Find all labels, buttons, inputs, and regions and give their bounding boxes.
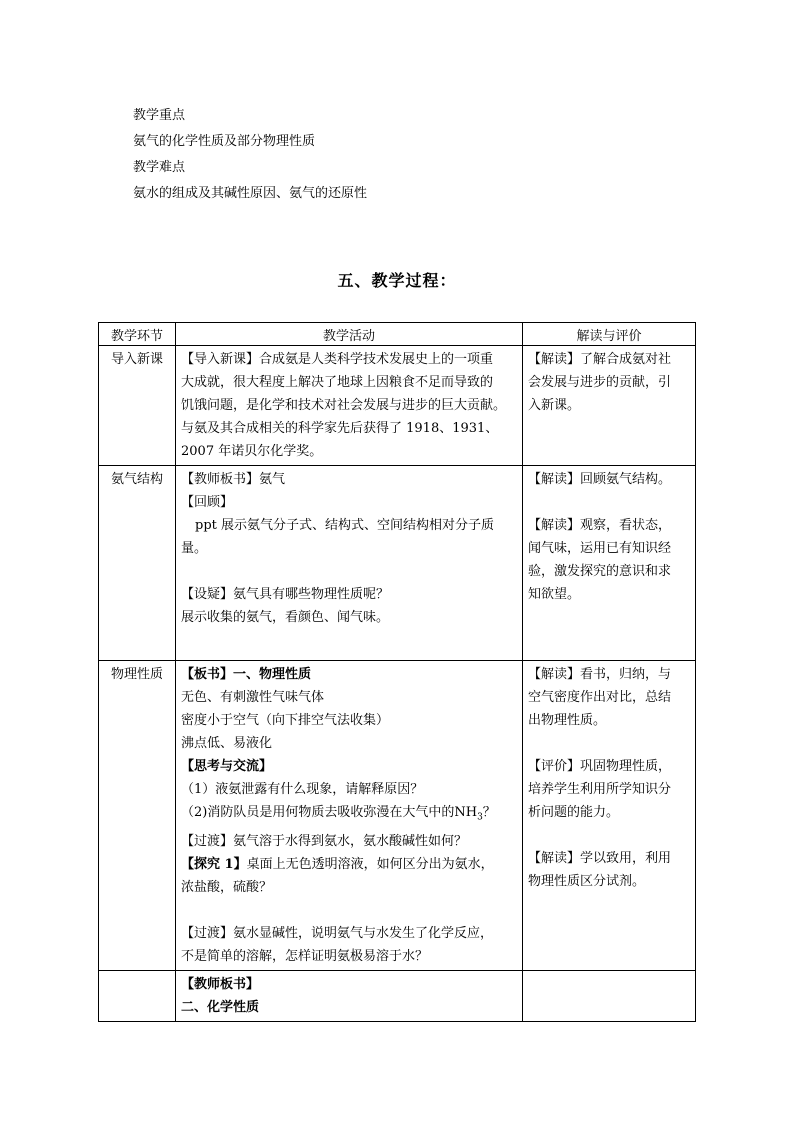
stage-cell: 导入新课 [99,346,176,466]
spacer [181,899,517,922]
explore-label: 【探究 1】 [181,856,247,872]
difficulty-text: 氨水的组成及其碱性原因、氨气的还原性 [133,186,368,201]
activity-cell [176,346,523,466]
comment-line: 【解读】了解合成氨对社 [528,352,672,367]
comment-line: 会发展与进步的贡献，引 [528,375,672,390]
board-line: 【教师板书】 [181,976,260,992]
comment-line: 出物理性质。 [528,713,607,728]
board-line: 【板书】一、物理性质 [181,667,312,682]
comment-line: 知欲望。 [528,587,581,602]
explore-line [181,853,517,876]
review-text: ppt 展示氨气分子式、结构式、空间结构相对分子质 [195,518,495,533]
property-line: 沸点低、易液化 [181,736,273,751]
header-stage: 教学环节 [99,323,176,346]
stage-cell [99,970,176,1021]
explore-text: 桌面上无色透明溶液，如何区分出为氨水， [246,856,494,872]
comment-line: 闻气味，运用已有知识经 [528,541,672,556]
spacer [528,491,690,514]
board-line: 【教师板书】氨气 [181,472,286,487]
comment-line: 析问题的能力。 [528,805,620,820]
comment-line: 空气密度作出对比，总结 [528,690,672,705]
comment-cell [523,466,696,661]
comment-line: 【解读】观察，看状态， [528,518,672,533]
comment-line: 【解读】看书，归纳，与 [528,667,672,682]
activity-cell [176,661,523,971]
comment-line: 培养学生利用所学知识分 [528,782,672,797]
explore-line: 浓盐酸，硫酸？ [181,879,273,895]
chem-property-title: 二、化学性质 [181,999,260,1015]
lesson-table [98,322,696,1022]
activity-line: 2007 年诺贝尔化学奖。 [181,444,323,459]
comment-line: 【解读】学以致用，利用 [528,851,672,866]
question-line [181,801,517,830]
table-row [99,346,696,466]
stage-cell: 物理性质 [99,661,176,971]
review-label: 【回顾】 [181,495,234,510]
comment-cell [523,661,696,971]
spacer [181,560,517,583]
intro-block [133,103,367,207]
question-end: ？ [482,805,496,820]
section-title: 五、教学过程： [337,271,457,290]
key-point-text: 氨气的化学性质及部分物理性质 [133,134,316,149]
transition-line: 不是简单的溶解，怎样证明氨极易溶于水？ [181,948,429,964]
spacer [528,732,690,755]
review-text: 量。 [181,541,208,556]
comment-line: 验，激发探究的意识和求 [528,564,672,579]
activity-line: 大成就，很大程度上解决了地球上因粮食不足而导致的 [181,375,494,390]
spacer [528,824,690,847]
comment-line: 物理性质区分试剂。 [528,874,646,889]
comment-line: 【解读】回顾氨气结构。 [528,472,672,487]
table-row [99,466,696,661]
comment-cell [523,970,696,1021]
table-header-row [99,323,696,346]
question-text: 展示收集的氨气，看颜色、闻气味。 [181,610,390,625]
transition-line: 【过渡】氨气溶于水得到氨水，氨水酸碱性如何？ [181,833,468,849]
activity-cell [176,970,523,1021]
stage-cell: 氨气结构 [99,466,176,661]
property-line: 密度小于空气（向下排空气法收集） [181,713,390,728]
activity-line: 饥饿问题，是化学和技术对社会发展与进步的巨大贡献。 [181,398,507,413]
question-line: （1）液氨泄露有什么现象，请解释原因？ [181,782,424,797]
table-row [99,661,696,971]
question-text: （2)消防队员是用何物质去吸收弥漫在大气中的NH [181,805,478,820]
comment-line: 入新课。 [528,398,581,413]
property-line: 无色、有刺激性气味气体 [181,690,325,705]
activity-line: 【导入新课】合成氨是人类科学技术发展史上的一项重 [181,352,494,367]
transition-line: 【过渡】氨水显碱性，说明氨气与水发生了化学反应， [181,925,494,941]
subscript: 3 [477,812,483,823]
question-line: 【设疑】氨气具有哪些物理性质呢？ [181,587,390,602]
activity-cell [176,466,523,661]
comment-cell [523,346,696,466]
comment-line: 【评价】巩固物理性质， [528,759,672,774]
table-row [99,970,696,1021]
think-label: 【思考与交流】 [181,759,273,774]
header-activity: 教学活动 [176,323,523,346]
activity-line: 与氨及其合成相关的科学家先后获得了 1918、1931、 [181,421,499,436]
header-comment: 解读与评价 [523,323,696,346]
key-point-heading: 教学重点 [133,108,186,123]
difficulty-heading: 教学难点 [133,160,186,175]
